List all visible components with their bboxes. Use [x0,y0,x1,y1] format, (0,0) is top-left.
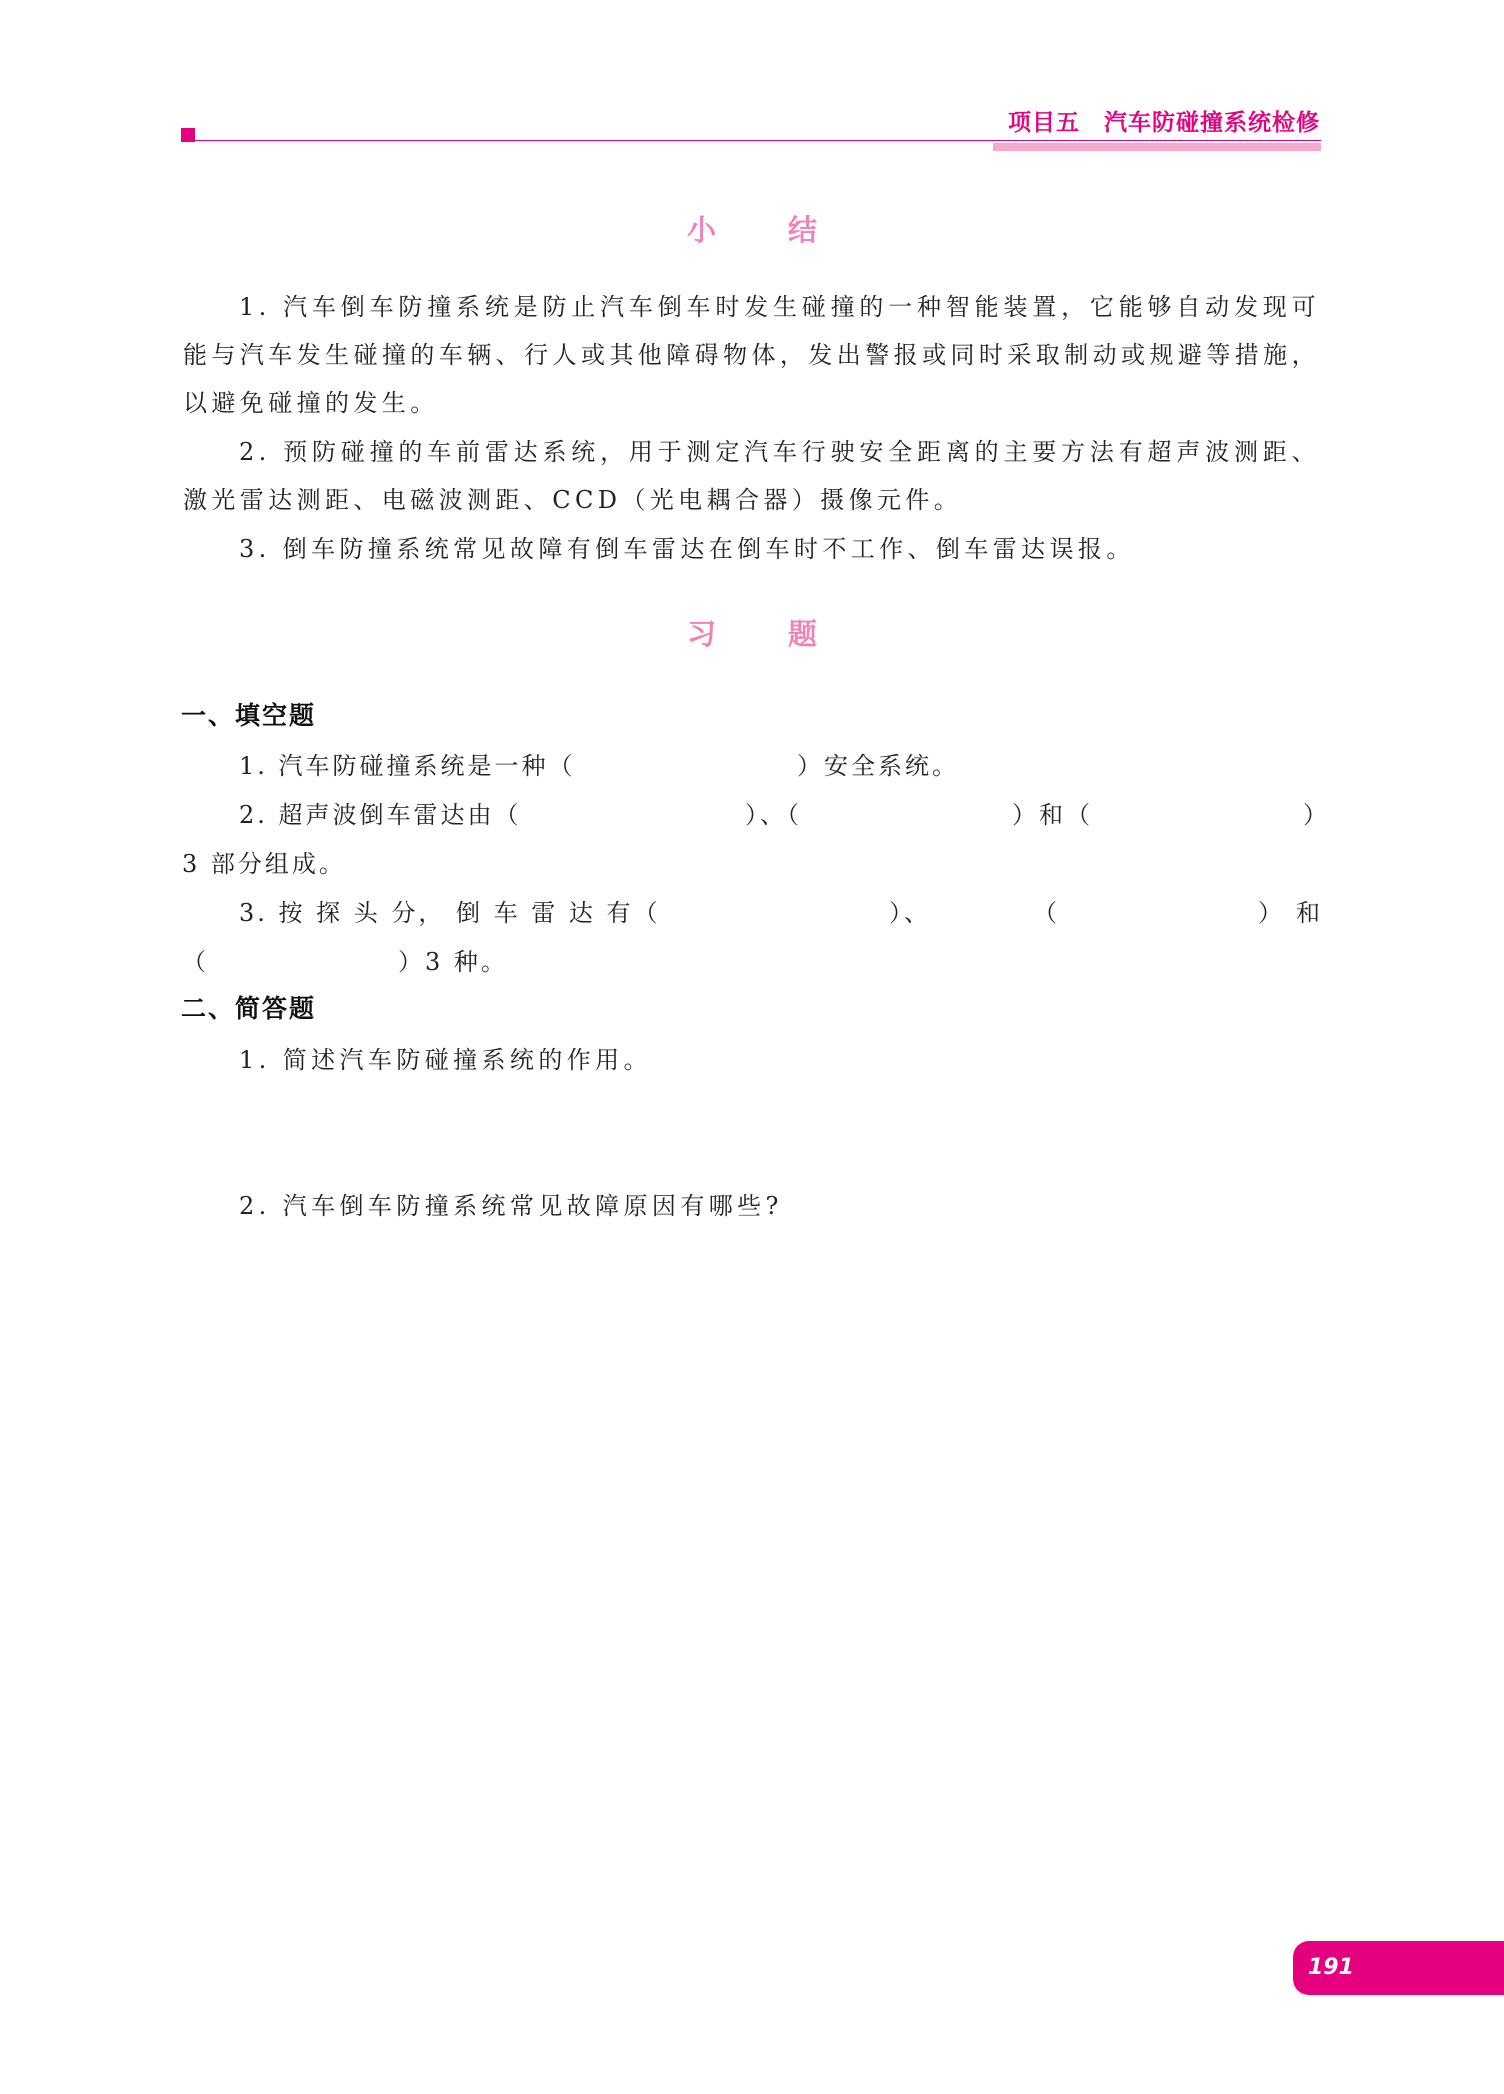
summary-item-1-text: 1. 汽车倒车防撞系统是防止汽车倒车时发生碰撞的一种智能装置，它能够自动发现可能与汽车发生碰撞的车辆、行人或其他障碍物体，发出警报或同时采取制动或规避等措施，以避免碰撞的发生。 [183,293,1320,417]
fill-blank-heading: 一、填空题 [181,701,317,730]
fill-q3-open2: （ [1033,899,1060,927]
summary-title: 小结 [686,213,889,247]
page-number: 191 [1308,1955,1354,1980]
fill-q2-close: ） [1303,801,1330,829]
summary-item-3 [183,525,1320,573]
summary-item-1 [183,283,1320,427]
summary-item-2-text: 2. 预防碰撞的车前雷达系统，用于测定汽车行驶安全距离的主要方法有超声波测距、激光雷达测距、电磁波测距、CCD（光电耦合器）摄像元件。 [183,438,1320,514]
fill-q3-sep2: ） [1258,899,1285,927]
header-accent-bar [993,143,1321,151]
fill-q2-end: 3 部分组成。 [182,850,346,878]
summary-item-3-text: 3. 倒车防撞系统常见故障有倒车雷达在倒车时不工作、倒车雷达误报。 [239,535,1135,563]
fill-q3-open3: （ [182,948,209,976]
fill-q3-end: ）3 种。 [398,948,508,976]
header-square-marker [181,128,195,142]
header-rule [195,140,1321,141]
summary-item-2 [183,428,1320,524]
running-header: 项目五 汽车防碰撞系统检修 [1008,110,1320,136]
fill-q3-start: 3. 按 探 头 分， 倒 车 雷 达 有（ [239,899,661,927]
fill-q3-sep1: ）、 [889,899,931,927]
fill-q1-end: ）安全系统。 [797,752,959,780]
short-answer-q2: 2. 汽车倒车防撞系统常见故障原因有哪些? [239,1192,783,1220]
exercises-title: 习题 [686,617,889,651]
fill-q2-start: 2. 超声波倒车雷达由（ [239,801,522,829]
short-answer-q1: 1. 简述汽车防碰撞系统的作用。 [239,1046,652,1074]
fill-q1-start: 1. 汽车防碰撞系统是一种（ [239,752,576,780]
fill-q3-and: 和 [1296,899,1323,927]
fill-q2-sep1: ）、（ [745,801,802,829]
fill-q2-sep2: ）和（ [1012,801,1093,829]
short-answer-heading: 二、简答题 [181,994,317,1023]
